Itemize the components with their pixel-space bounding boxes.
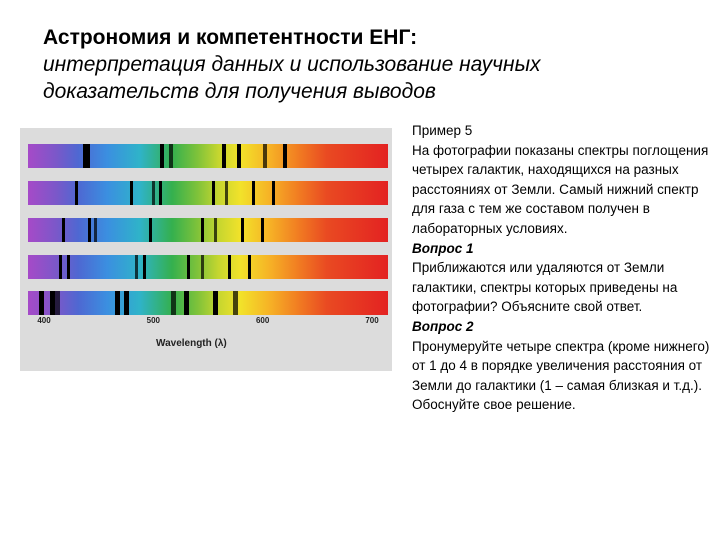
absorption-line [59, 255, 62, 279]
absorption-line [169, 144, 173, 168]
title-main: Астрономия и компетентности ЕНГ: [43, 26, 418, 49]
question-1-text: Приближаются или удаляются от Земли галактики, спектры которых приведены на фотографии? Объясните свой ответ. [412, 260, 678, 315]
tick-label: 700 [365, 316, 379, 325]
spectrum-strip-3 [28, 218, 388, 242]
absorption-line [228, 255, 231, 279]
absorption-line [83, 144, 90, 168]
spectrum-strip-4 [28, 255, 388, 279]
absorption-line [263, 144, 267, 168]
question-2-title: Вопрос 2 [412, 318, 474, 334]
absorption-line [201, 255, 204, 279]
example-label: Пример 5 [412, 123, 473, 138]
absorption-line [214, 218, 217, 242]
absorption-line [237, 144, 241, 168]
absorption-line [152, 181, 155, 205]
question-1-title: Вопрос 1 [412, 240, 474, 256]
absorption-line [67, 255, 70, 279]
axis-label: Wavelength (λ) [156, 338, 227, 349]
wavelength-axis [20, 292, 392, 352]
absorption-line [94, 218, 97, 242]
absorption-line [159, 181, 162, 205]
absorption-line [248, 255, 251, 279]
absorption-line [62, 218, 65, 242]
tick-label: 400 [37, 316, 51, 325]
spectrum-strip-1 [28, 144, 388, 168]
absorption-line [252, 181, 255, 205]
absorption-line [241, 218, 244, 242]
tick-label: 600 [255, 316, 270, 325]
title-subtitle-line-1: интерпретация данных и использование научных [43, 53, 541, 76]
absorption-line [75, 181, 78, 205]
text-column [412, 121, 712, 415]
spectra-figure [20, 128, 392, 371]
title-subtitle-line-2: доказательств для получения выводов [43, 80, 436, 103]
absorption-line [130, 181, 133, 205]
question-2-text: Пронумеруйте четыре спектра (кроме нижнего) от 1 до 4 в порядке увеличения расстояния от Земли до галактики (1 – самая близкая и т.д.). Обоснуйте свое решение. [412, 338, 710, 413]
slide-title [43, 24, 703, 105]
tick-label: 500 [146, 316, 161, 325]
example-description: На фотографии показаны спектры поглощения четырех галактик, находящихся на разных расстояниях от Земли. Самый нижний спектр для газа с тем же составом получен в лабораторных условиях. [412, 142, 709, 236]
spectrum-strip-2 [28, 181, 388, 205]
absorption-line [149, 218, 152, 242]
absorption-line [135, 255, 138, 279]
absorption-line [201, 218, 204, 242]
absorption-line [272, 181, 275, 205]
absorption-line [143, 255, 146, 279]
absorption-line [261, 218, 264, 242]
absorption-line [88, 218, 91, 242]
absorption-line [283, 144, 287, 168]
absorption-line [160, 144, 164, 168]
absorption-line [187, 255, 190, 279]
absorption-line [222, 144, 226, 168]
absorption-line [212, 181, 215, 205]
absorption-line [225, 181, 228, 205]
